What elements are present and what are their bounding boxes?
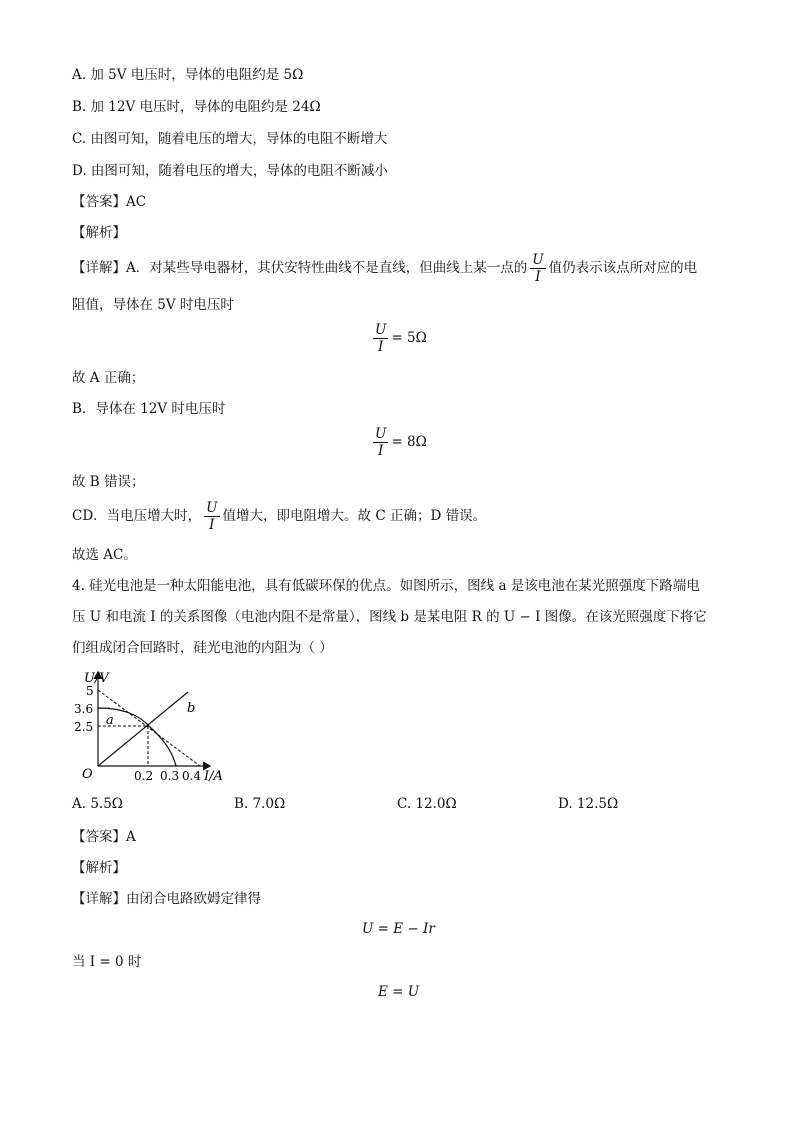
frac-denominator: I [373,338,388,355]
frac-numerator: U [206,500,218,516]
choice-a: A. 5.5Ω [72,796,123,812]
choice-d: D. 12.5Ω [558,796,619,812]
cd-fraction [204,500,219,533]
equation-1 [370,320,427,356]
line-b-label: b [187,701,196,716]
frac-numerator: U [375,426,387,442]
eq1-fraction [373,322,388,355]
eq2-fraction [373,426,388,459]
frac-numerator: U [375,322,387,338]
frac-denominator: I [204,516,219,533]
q4-analysis-label: 【解析】 [72,860,126,876]
detail-a-pre: 【详解】A．对某些导电器材，其伏安特性曲线不是直线，但曲线上某一点的 [72,260,528,276]
q4-when-line: 当 I = 0 时 [72,954,142,970]
inline-fraction [530,252,545,285]
line-b [98,692,188,766]
eq1-rhs: = 5Ω [391,330,427,346]
curve-a-label: a [106,713,114,728]
x-tick-0-3: 0.3 [160,769,180,783]
detail-a-line2: 阻值，导体在 5V 时电压时 [72,297,234,313]
q4-stem-line1: 4. 硅光电池是一种太阳能电池，具有低碳环保的优点。如图所示，图线 a 是该电池在某光照强度下路端电 [72,578,700,594]
q4-equation-1: U = E − Ir [362,921,435,937]
answer-label: 【答案】AC [72,194,147,210]
y-tick-3-6: 3.6 [74,702,94,716]
origin-label: O [82,767,93,782]
choice-b: B. 7.0Ω [234,796,286,812]
frac-denominator: I [373,442,388,459]
y-tick-5: 5 [86,684,94,698]
conclusion-b: 故 B 错误； [72,474,145,490]
analysis-label: 【解析】 [72,225,126,241]
cd-post: 值增大，即电阻增大。故 C 正确；D 错误。 [222,508,487,524]
final-choice: 故选 AC。 [72,547,137,563]
option-a: A. 加 5V 电压时，导体的电阻约是 5Ω [72,67,304,83]
conclusion-a: 故 A 正确； [72,370,145,386]
cd-pre: CD．当电压增大时， [72,508,202,524]
b-statement: B．导体在 12V 时电压时 [72,401,226,417]
eq2-rhs: = 8Ω [391,434,427,450]
choice-c: C. 12.0Ω [397,796,457,812]
u-i-graph [70,668,240,786]
dashed-tangent-line [98,690,200,766]
option-b: B. 加 12V 电压时，导体的电阻约是 24Ω [72,99,321,115]
y-axis-label: U/V [84,671,109,686]
x-axis-label: I/A [204,769,223,784]
frac-numerator: U [532,252,544,268]
y-tick-2-5: 2.5 [74,720,94,734]
frac-denominator: I [530,268,545,285]
detail-a-post: 值仍表示该点所对应的电 [548,260,698,276]
q4-answer-label: 【答案】A [72,829,136,845]
option-d: D. 由图可知，随着电压的增大，导体的电阻不断减小 [72,163,388,179]
q4-stem-line2: 压 U 和电流 I 的关系图像（电池内阻不是常量），图线 b 是某电阻 R 的 U − I 图像。在该光照强度下将它 [72,609,707,625]
q4-equation-2: E = U [378,984,420,1000]
x-tick-0-2: 0.2 [134,769,154,783]
q4-stem-line3: 们组成闭合回路时，硅光电池的内阻为（ ） [72,640,333,656]
option-c: C. 由图可知，随着电压的增大，导体的电阻不断增大 [72,131,388,147]
cd-line [72,498,486,534]
x-tick-0-4: 0.4 [182,769,202,783]
q4-detail: 【详解】由闭合电路欧姆定律得 [72,891,261,907]
equation-2 [370,424,427,460]
detail-a-line [72,250,697,286]
